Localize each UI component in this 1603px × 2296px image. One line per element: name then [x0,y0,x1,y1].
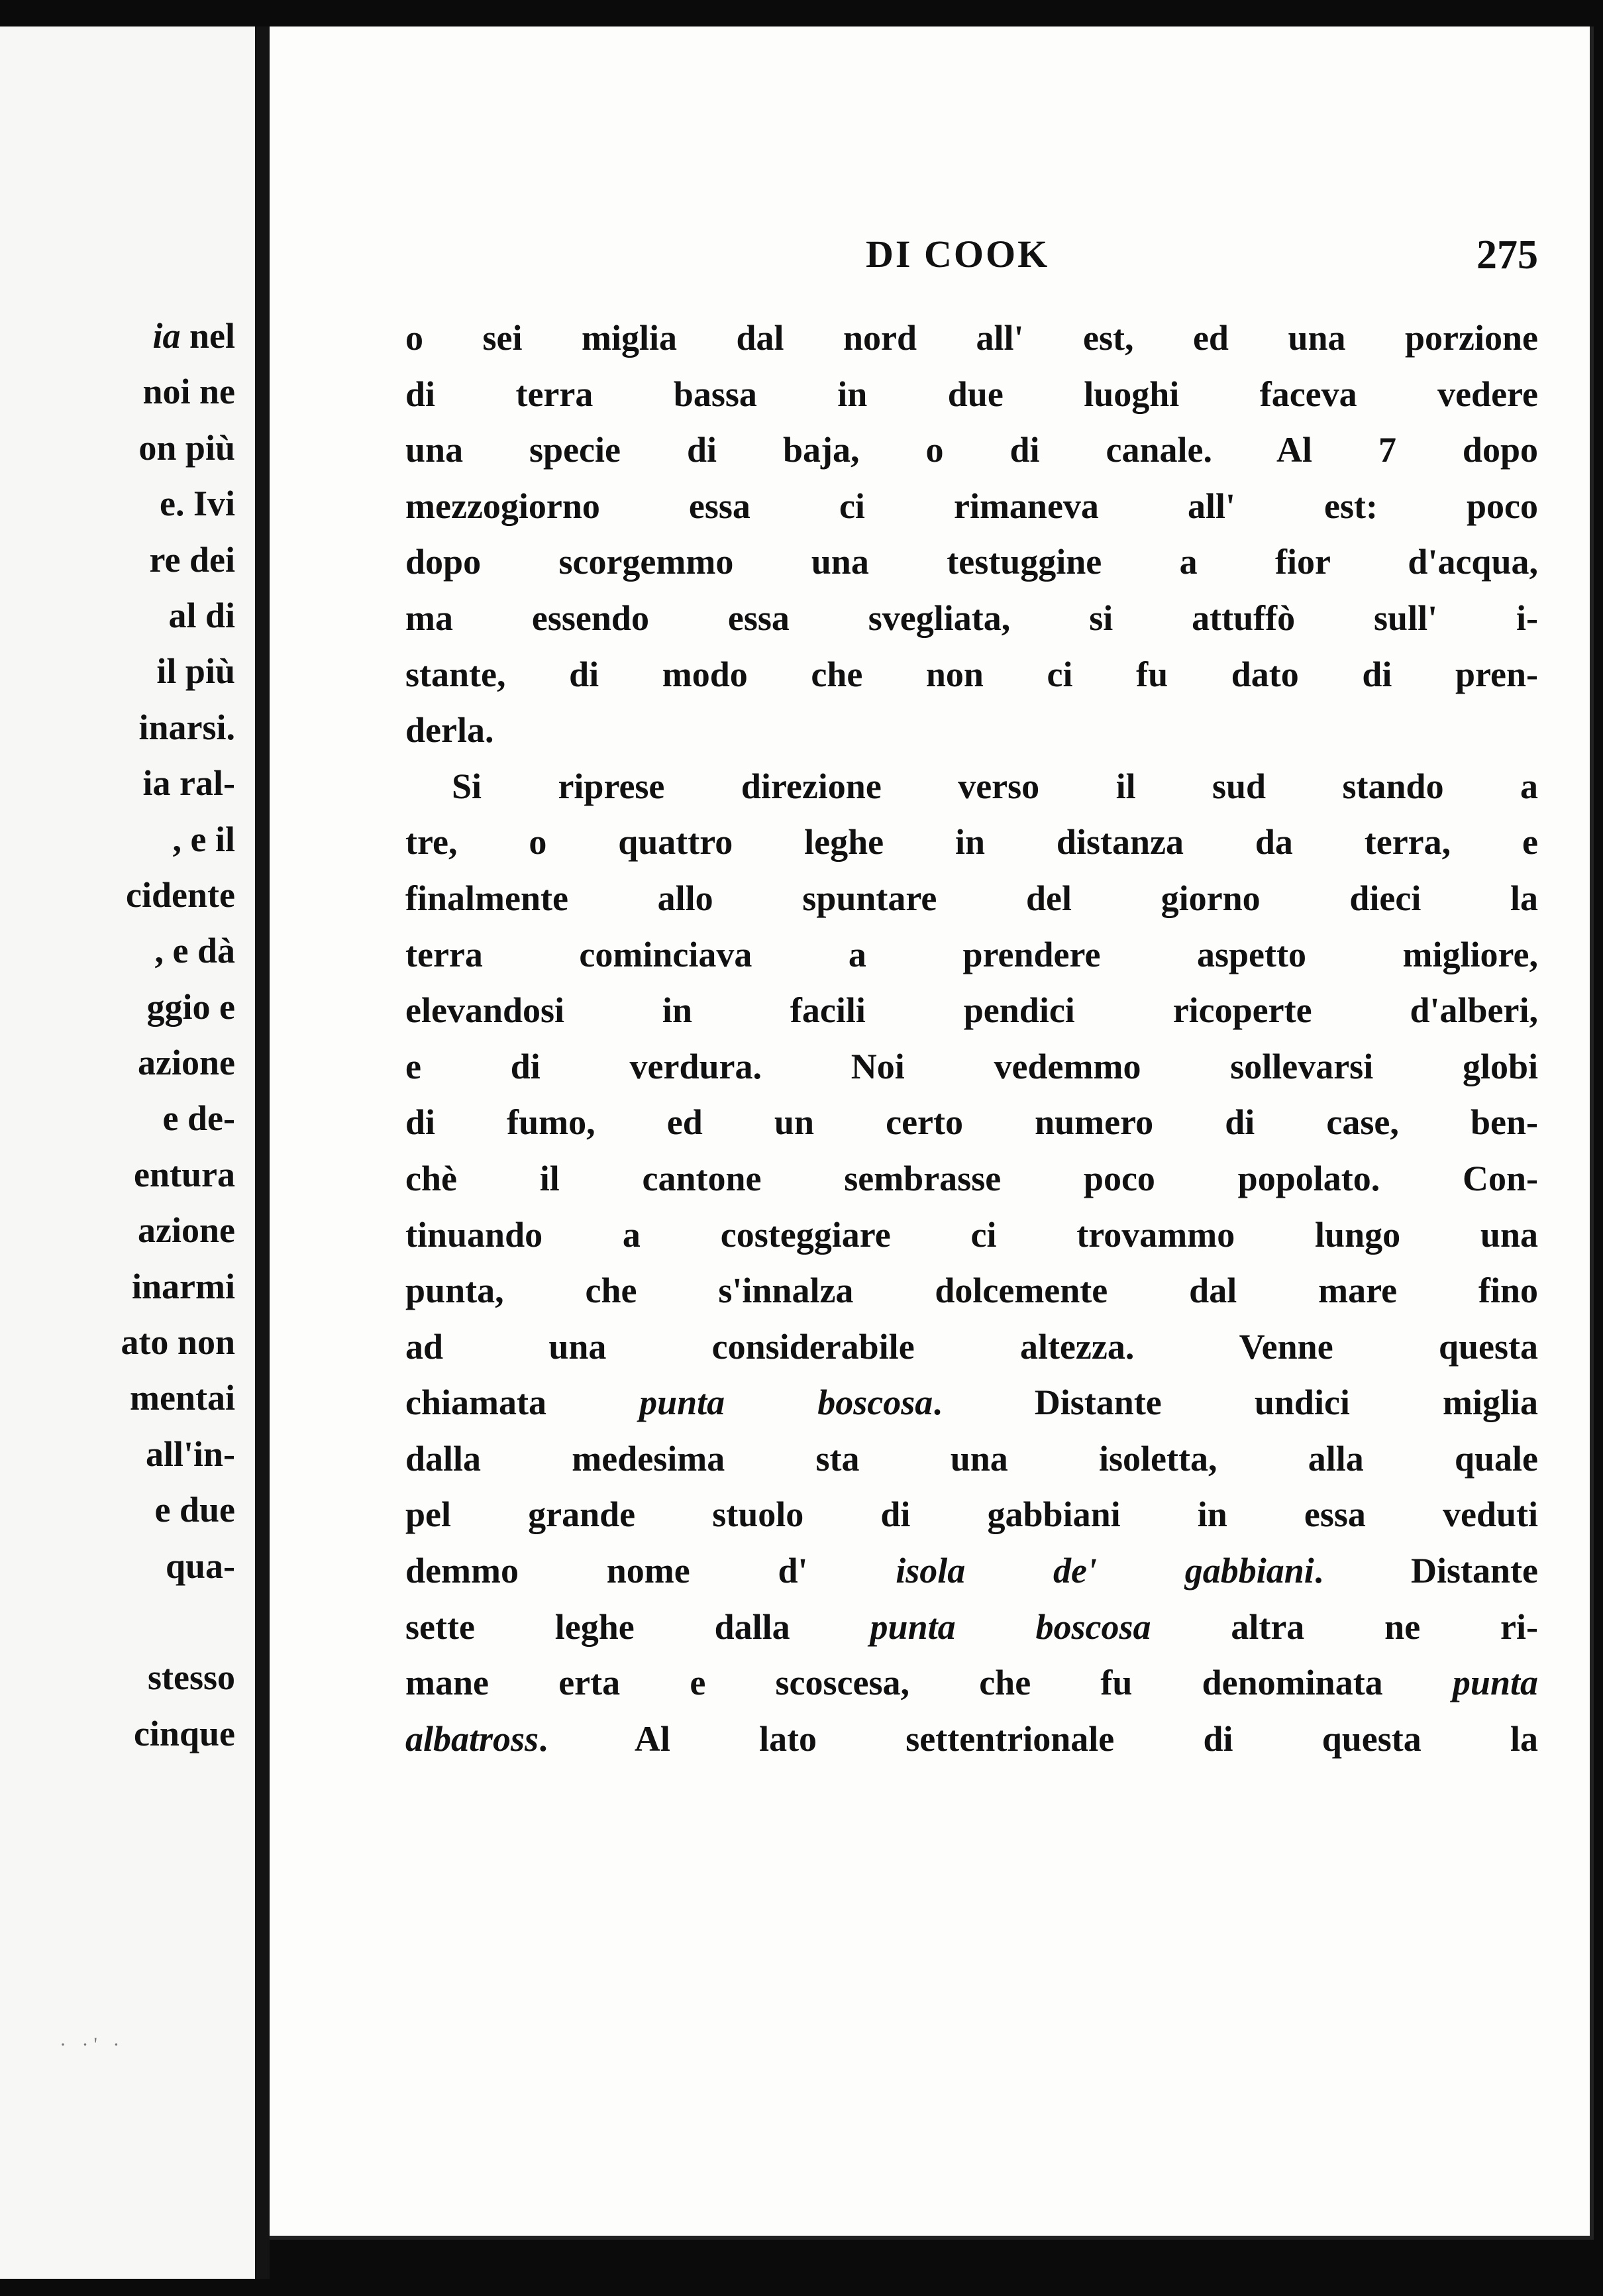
text-line [405,366,1538,423]
text-line [405,310,1538,366]
previous-page-line: e due [154,1490,235,1530]
text-segment: Si riprese direzione verso il sud stando a [452,766,1538,806]
previous-page-line: , e dà [154,931,235,971]
text-line [405,1207,1538,1263]
italic-place-name: punta boscosa [639,1383,933,1423]
current-page [270,26,1594,2240]
text-segment: o sei miglia dal nord all' est, ed una porzione [405,318,1538,358]
italic-place-name: punta boscosa [870,1606,1151,1647]
previous-page-italic: ia [152,316,181,356]
previous-page-line: cinque [133,1713,235,1753]
previous-page-line [121,308,235,364]
text-line [405,1655,1538,1711]
text-segment: tre, o quattro leghe in distanza da terra, e [405,822,1538,862]
previous-page-line: re dei [149,539,235,580]
text-line [405,1151,1538,1207]
previous-page-line: noi ne [142,372,235,412]
text-segment: mane erta e scoscesa, che fu denominata [405,1663,1453,1703]
text-segment: e di verdura. Noi vedemmo sollevarsi globi [405,1046,1538,1086]
text-line [405,758,1538,815]
previous-page-rest: nel [180,316,235,356]
previous-page-line: inarmi [132,1266,235,1306]
text-segment: ad una considerabile altezza. Venne questa [405,1326,1538,1367]
text-line [405,1431,1538,1487]
text-line [405,1319,1538,1375]
text-line [405,1711,1538,1767]
text-line [405,647,1538,703]
page-number: 275 [1476,233,1538,278]
text-segment: sette leghe dalla [405,1606,870,1647]
text-segment: una specie di baja, o di canale. Al 7 dopo [405,430,1538,470]
text-line [405,702,1538,758]
text-segment: mezzogiorno essa ci rimaneva all' est: poco [405,486,1538,526]
text-segment: tinuando a costeggiare ci trovammo lungo una [405,1214,1538,1255]
previous-page-line: ia ral- [142,763,235,804]
text-line [405,590,1538,647]
text-line [405,1487,1538,1543]
text-line [405,1263,1538,1319]
previous-page-line: , e il [172,819,235,859]
text-segment: demmo nome d' [405,1551,896,1591]
text-segment: ma essendo essa svegliata, si attuffò sull' i- [405,598,1538,638]
text-line [405,814,1538,870]
text-line [405,422,1538,478]
previous-page-text [121,308,235,1761]
body-text [405,310,1538,1767]
text-line [405,1599,1538,1655]
previous-page-line: inarsi. [138,707,235,747]
text-line [405,870,1538,927]
text-segment: di terra bassa in due luoghi faceva vedere [405,374,1538,414]
text-segment: . Al lato settentrionale di questa la [539,1718,1538,1759]
text-segment: chiamata [405,1383,640,1423]
text-line [405,982,1538,1039]
text-segment: chè il cantone sembrasse poco popolato. Con- [405,1158,1538,1198]
previous-page-fragment [0,26,255,2279]
page-header [402,232,1538,285]
italic-place-name: punta [1452,1663,1538,1703]
previous-page-line: mentai [130,1378,235,1418]
text-segment: di fumo, ed un certo numero di case, ben- [405,1102,1538,1143]
previous-page-line: stesso [148,1657,235,1698]
previous-page-line: ato non [121,1322,235,1363]
previous-page-line: e. Ivi [160,484,235,524]
text-segment: terra cominciava a prendere aspetto migliore, [405,934,1538,974]
text-line [405,1039,1538,1095]
text-line [405,927,1538,983]
italic-place-name: isola de' gabbiani [896,1551,1314,1591]
text-segment: elevandosi in facili pendici ricoperte d'alberi, [405,990,1538,1031]
previous-page-line: azione [138,1210,235,1251]
book-gutter [255,26,270,2279]
previous-page-line: azione [138,1043,235,1083]
previous-page-line: qua- [165,1545,235,1586]
text-segment: altra ne ri- [1151,1606,1538,1647]
text-line [405,478,1538,535]
previous-page-line: entura [134,1154,235,1194]
previous-page-line: al di [168,595,235,635]
text-segment: dopo scorgemmo una testuggine a fior d'acqua, [405,542,1538,582]
text-segment: stante, di modo che non ci fu dato di pren- [405,654,1538,694]
text-segment: . Distante undici miglia [933,1383,1539,1423]
running-head: DI COOK [866,233,1050,276]
text-segment: pel grande stuolo di gabbiani in essa veduti [405,1494,1538,1535]
text-segment: finalmente allo spuntare del giorno dieci la [405,878,1538,918]
previous-page-line: e de- [162,1098,235,1139]
previous-page-line: cidente [126,874,235,915]
text-segment: . Distante [1314,1551,1538,1591]
text-line [405,1094,1538,1151]
previous-page-line: all'in- [145,1434,235,1474]
text-segment: derla. [405,710,494,751]
previous-page-line: ggio e [146,986,235,1027]
previous-page-line [121,1594,235,1649]
page-specks: · ·' · [60,2034,125,2056]
italic-place-name: albatross [405,1718,539,1759]
text-line [405,1375,1538,1431]
previous-page-line: on più [138,427,235,468]
text-segment: dalla medesima sta una isoletta, alla quale [405,1438,1538,1479]
text-line [405,1543,1538,1599]
text-segment: punta, che s'innalza dolcemente dal mare fino [405,1271,1538,1311]
text-line [405,534,1538,590]
previous-page-line: il più [156,651,235,692]
